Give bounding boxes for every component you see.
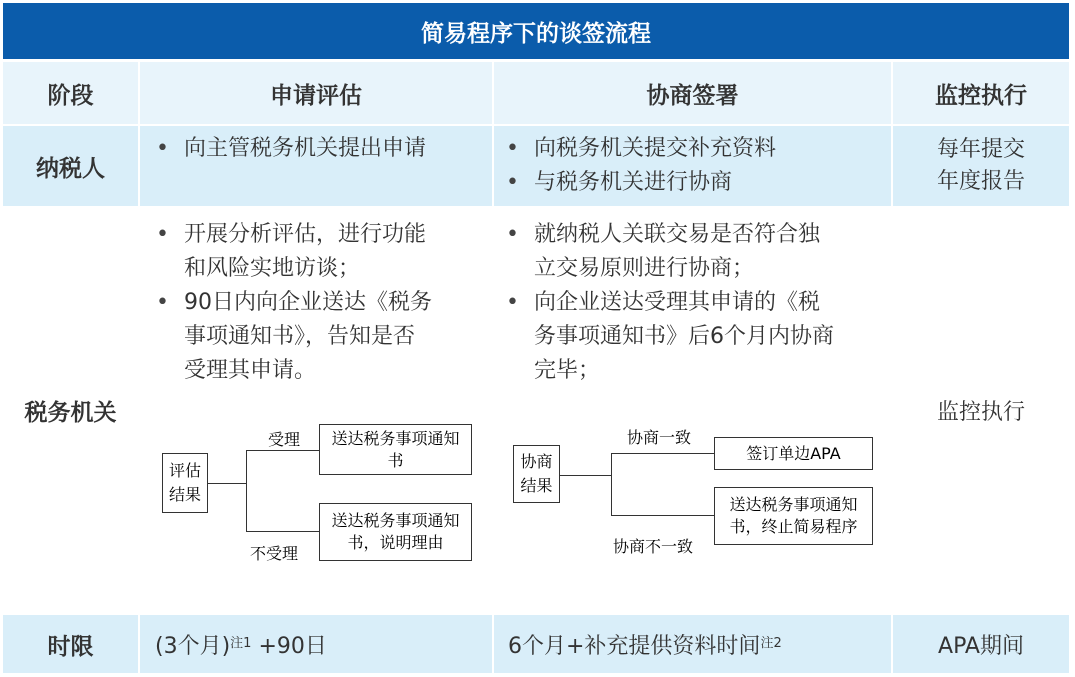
list-item: [154, 218, 492, 286]
box-line: 书: [387, 450, 404, 470]
disagree-result-box: [714, 487, 873, 545]
agree-result-box: 签订单边APA: [714, 437, 873, 470]
list-item: • 向主管税务机关提出申请: [154, 132, 492, 166]
header-apply: 申请评估: [140, 62, 492, 124]
taxpayer-negotiate-list: [504, 132, 891, 200]
connector-line: [611, 515, 714, 516]
list-line: 向企业送达受理其申请的《税: [534, 290, 821, 315]
box-line: 送达税务事项通知: [331, 511, 460, 530]
time-apply-suffix: +90日: [251, 633, 327, 659]
time-apply-text: (3个月): [155, 633, 231, 659]
list-item: [154, 286, 492, 388]
box-line: 结果: [168, 485, 201, 504]
list-line: 完毕；: [534, 358, 601, 383]
header-stage: 阶段: [3, 62, 138, 124]
time-negotiate-text: 6个月+补充提供资料时间: [508, 633, 761, 659]
taxpayer-apply-list: [154, 132, 492, 166]
table-title: 简易程序下的谈签流程: [3, 3, 1069, 59]
accept-result-box: [319, 424, 472, 475]
branch-label-reject: 不受理: [250, 544, 299, 563]
time-monitor-cell: APA期间: [893, 615, 1069, 673]
box-line: 送达税务事项通知: [729, 495, 858, 514]
reject-result-box: [319, 503, 472, 561]
box-line: 评估: [168, 461, 201, 480]
header-negotiate: 协商签署: [494, 62, 891, 124]
list-line: 事项通知书》，告知是否: [184, 324, 416, 349]
row-label-taxpayer: 纳税人: [3, 126, 138, 206]
taxpayer-apply-cell: [140, 126, 492, 206]
box-line: 结果: [520, 476, 553, 495]
connector-line: [246, 531, 319, 532]
branch-label-disagree: 协商不一致: [613, 537, 694, 556]
authority-monitor-cell: 监控执行: [893, 208, 1069, 613]
list-item: • 与税务机关进行协商: [504, 166, 891, 200]
branch-label-agree: 协商一致: [627, 428, 692, 447]
authority-negotiate-list: [504, 218, 891, 388]
box-line: 送达税务事项通知: [331, 428, 460, 448]
list-item: [504, 286, 891, 388]
list-item: • 向税务机关提交补充资料: [504, 132, 891, 166]
list-line: 和风险实地访谈；: [184, 256, 361, 281]
connector-line: [208, 483, 246, 484]
list-line: 务事项通知书》后6个月内协商: [534, 324, 834, 349]
branch-label-accept: 受理: [268, 430, 301, 449]
time-apply-cell: (3个月) 注1 +90日: [140, 615, 492, 673]
connector-line: [246, 450, 247, 532]
connector-line: [246, 450, 319, 451]
monitor-line: 每年提交: [936, 137, 1025, 162]
time-negotiate-cell: 6个月+补充提供资料时间 注2: [494, 615, 891, 673]
negotiate-origin-box: [513, 445, 560, 503]
list-line: 开展分析评估，进行功能: [184, 222, 427, 247]
list-line: 90日内向企业送达《税务: [184, 290, 432, 315]
monitor-line: 年度报告: [936, 169, 1025, 194]
box-line: 协商: [520, 452, 553, 471]
box-line: 书，说明理由: [347, 533, 444, 552]
connector-line: [611, 453, 714, 454]
list-line: 立交易原则进行协商；: [534, 256, 755, 281]
authority-apply-list: [154, 218, 492, 388]
connector-line: [560, 475, 611, 476]
taxpayer-monitor-cell: [893, 126, 1069, 206]
taxpayer-negotiate-cell: [494, 126, 891, 206]
list-item: [504, 218, 891, 286]
box-line: 书，终止简易程序: [729, 517, 858, 536]
connector-line: [611, 453, 612, 516]
row-label-time: 时限: [3, 615, 138, 673]
list-line: 受理其申请。: [184, 358, 317, 383]
row-label-authority: 税务机关: [3, 208, 138, 613]
list-line: 就纳税人关联交易是否符合独: [534, 222, 821, 247]
apply-origin-box: [162, 453, 208, 513]
header-monitor: 监控执行: [893, 62, 1069, 124]
